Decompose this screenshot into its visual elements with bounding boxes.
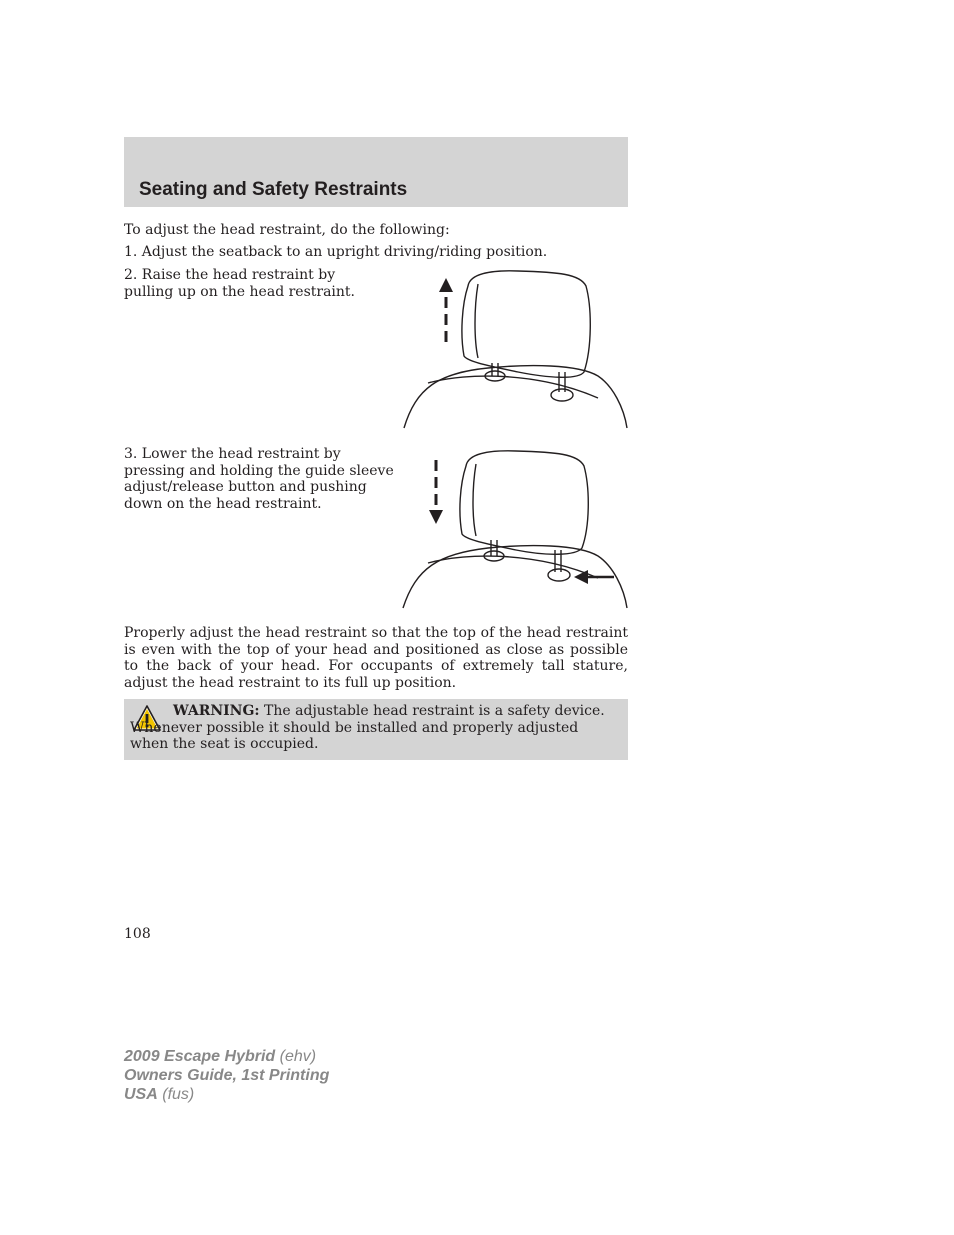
warning-text	[130, 703, 614, 753]
document-footer	[124, 1047, 329, 1104]
intro-text: To adjust the head restraint, do the following:	[124, 222, 450, 238]
footer-line-2: Owners Guide, 1st Printing	[124, 1067, 330, 1084]
page-number: 108	[124, 926, 151, 942]
step-2-text: 2. Raise the head restraint by pulling up on the head restraint.	[124, 267, 355, 300]
arrow-left-icon	[574, 570, 614, 584]
warning-box	[124, 699, 628, 760]
step-1-text: 1. Adjust the seatback to an upright driving/riding position.	[124, 244, 548, 260]
section-title: Seating and Safety Restraints	[139, 179, 408, 200]
warning-label: WARNING:	[173, 703, 260, 719]
section-header	[124, 137, 628, 207]
adjustment-paragraph: Properly adjust the head restraint so that the top of the head restraint is even with the top of your head and positioned as close as possible to the back of your head. For occupants of extremely tall stature, adjust the head restraint to its full up position.	[124, 625, 628, 691]
footer-line-1: 2009 Escape Hybrid (ehv)	[124, 1048, 317, 1065]
warning-body: The adjustable head restraint is a safety device. Whenever possible it should be installed and properly adjusted when the seat is occupied.	[130, 703, 605, 752]
step-3-text: 3. Lower the head restraint by pressing and holding the guide sleeve adjust/release button and pushing down on the head restraint.	[124, 446, 394, 512]
footer-line-3: USA (fus)	[124, 1086, 195, 1103]
arrow-up-icon	[439, 278, 453, 342]
raise-head-restraint-figure	[398, 268, 630, 432]
arrow-down-icon	[429, 460, 443, 524]
lower-head-restraint-figure	[398, 448, 630, 612]
